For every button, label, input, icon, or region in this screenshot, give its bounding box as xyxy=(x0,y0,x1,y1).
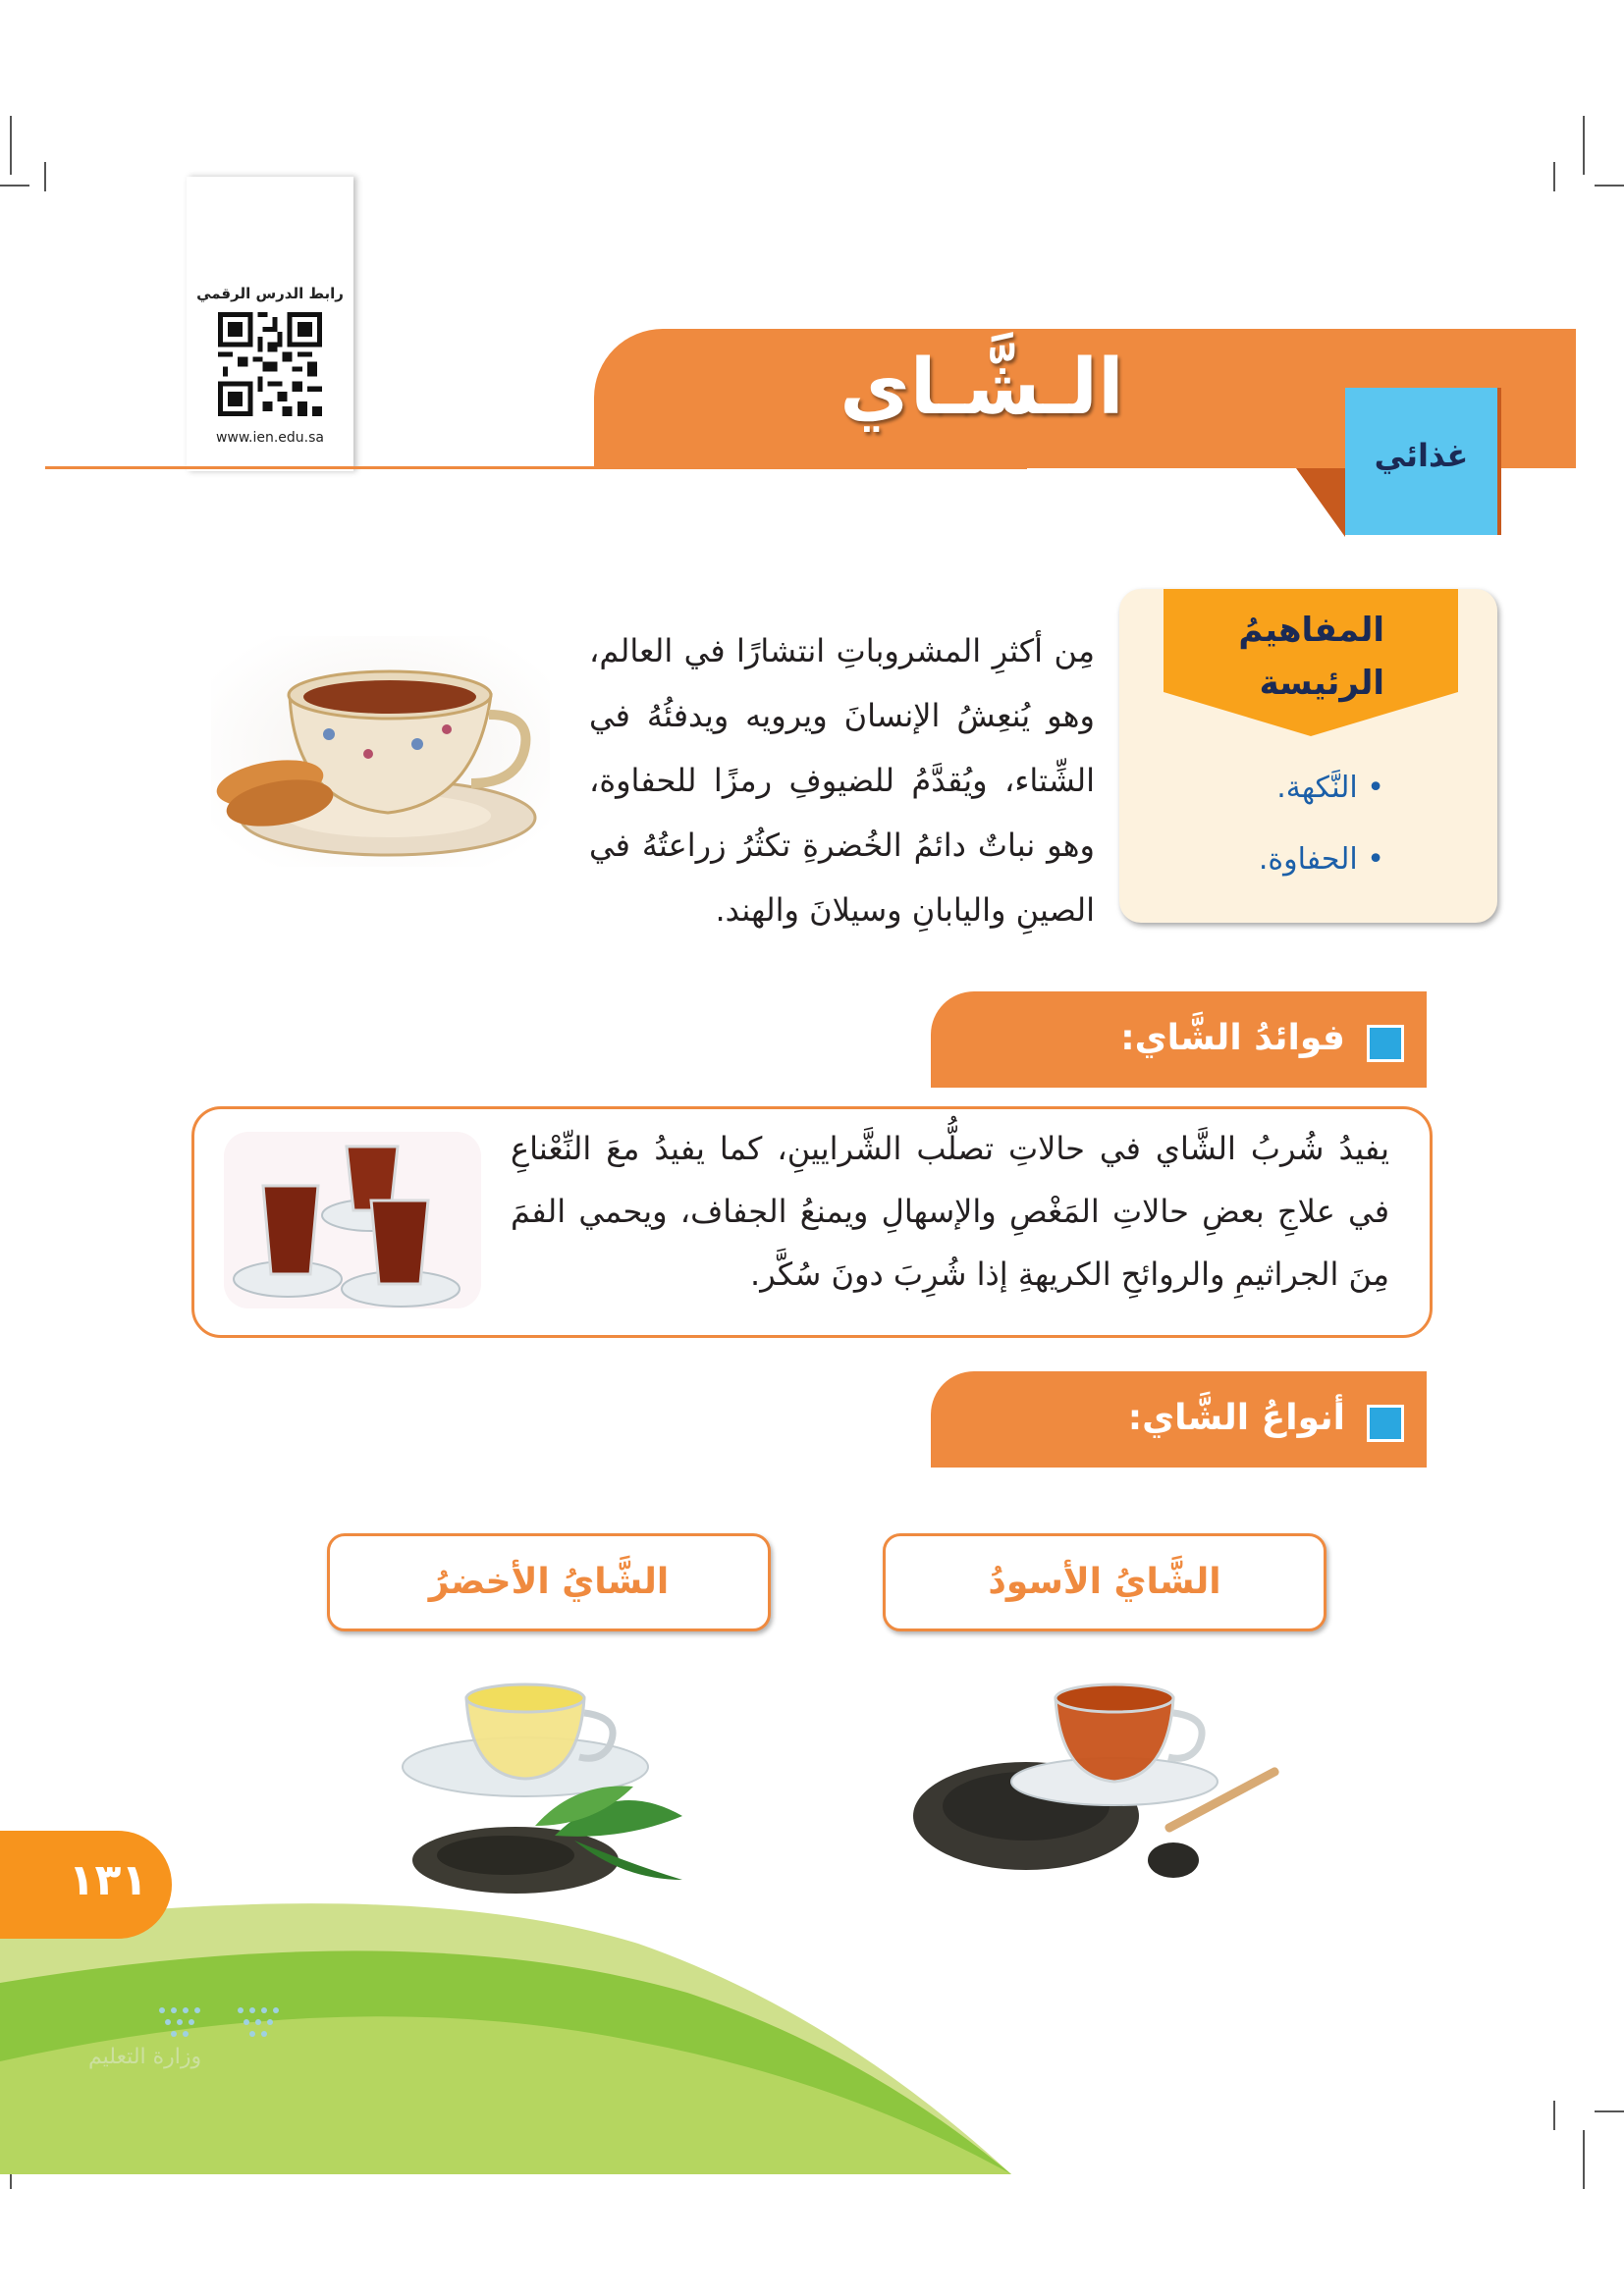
ministry-logo-icon xyxy=(152,2002,299,2042)
qr-caption: رابط الدرس الرقمي xyxy=(196,285,344,302)
types-heading: أنواعُ الشَّاي: xyxy=(1127,1398,1345,1438)
ministry-name: وزارة التعليم xyxy=(88,2045,202,2069)
teacup-image xyxy=(211,636,550,867)
crop-mark xyxy=(10,116,12,175)
key-concepts-title-line2: الرئيسة xyxy=(1259,664,1384,703)
crop-mark xyxy=(1595,185,1624,187)
key-concepts-title-line1: المفاهيمُ xyxy=(1238,611,1384,650)
page-number: ١٣١ xyxy=(68,1855,148,1905)
unit-tab-fold xyxy=(1296,468,1345,537)
benefits-paragraph: يفيدُ شُربُ الشَّاي في حالاتِ تصلُّب الشَّرايينِ، كما يفيدُ معَ النِّعْناعِ في علاجِ بعضِ حالاتِ المَغْصِ والإسهالِ ويمنعُ الجفاف، ويحمي الفمَ مِنَ الجراثيمِ والروائحِ الكريهةِ إذا شُرِبَ دونَ سُكَّر. xyxy=(511,1130,1389,1293)
concept-item xyxy=(1178,842,1384,877)
lesson-title: الـشَّـاي xyxy=(839,344,1124,432)
green-tea-label: الشَّايُ الأخضرُ xyxy=(327,1533,771,1631)
black-tea-label: الشَّايُ الأسودُ xyxy=(883,1533,1326,1631)
section-square-icon xyxy=(1367,1025,1404,1062)
key-concepts-title xyxy=(1164,604,1384,710)
intro-paragraph: مِن أكثرِ المشروباتِ انتشارًا في العالم، وهو يُنعِشُ الإنسانَ ويرويه ويدفئُهُ في الشِّتاء، ويُقدَّمُ للضيوفِ رمزًا للحفاوة، وهو نباتٌ دائمُ الخُضرةِ تكثُرُ زراعتُهُ في الصينِ واليابانِ وسيلانَ والهند. xyxy=(589,632,1095,929)
unit-tab xyxy=(1345,388,1497,535)
qr-card[interactable] xyxy=(187,177,353,471)
crop-mark xyxy=(1553,162,1555,191)
section-square-icon xyxy=(1367,1405,1404,1442)
crop-mark xyxy=(1583,116,1585,175)
unit-label: غذائي xyxy=(1374,437,1469,474)
concept-item xyxy=(1178,771,1384,805)
footer-swoosh xyxy=(0,1836,1624,2268)
tea-glasses-image xyxy=(224,1132,481,1308)
bullet-icon: • xyxy=(1367,842,1384,877)
crop-mark xyxy=(44,162,46,191)
crop-mark xyxy=(0,185,29,187)
bullet-icon: • xyxy=(1367,771,1384,805)
concept-label: الحفاوة. xyxy=(1258,842,1358,877)
qr-code-icon[interactable] xyxy=(218,312,322,416)
qr-url[interactable]: www.ien.edu.sa xyxy=(215,430,325,446)
concept-label: النَّكهة. xyxy=(1276,771,1358,805)
benefits-heading: فوائدُ الشَّاي: xyxy=(1120,1018,1345,1058)
